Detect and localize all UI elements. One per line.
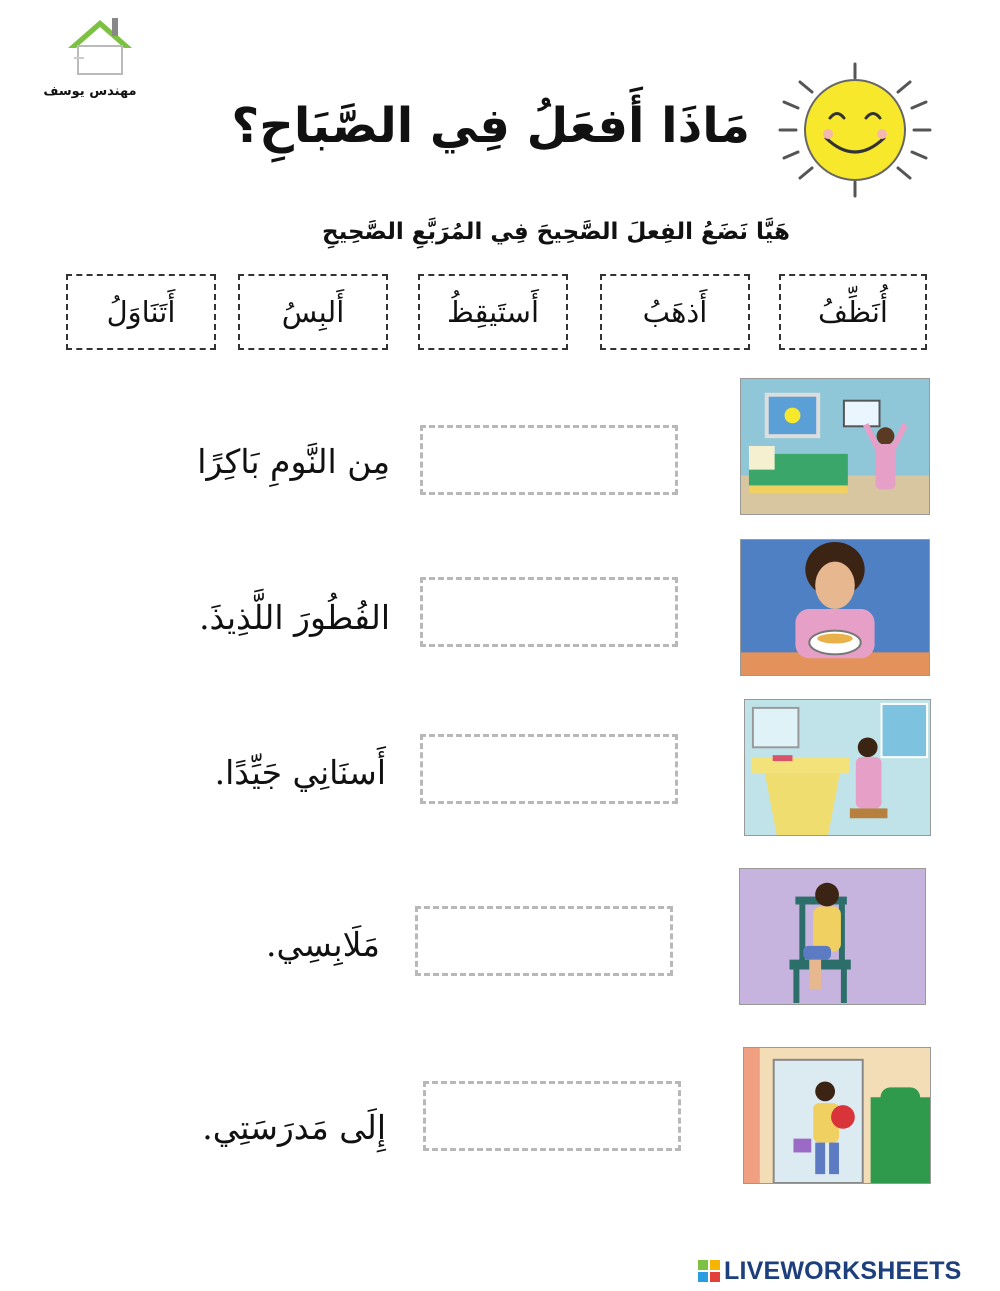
- sentence-text: مِن النَّومِ بَاكِرًا: [197, 442, 390, 481]
- page-title: مَاذَا أَفعَلُ فِي الصَّبَاحِ؟: [231, 98, 750, 154]
- sentence-text: أَسنَانِي جَيِّدًا.: [214, 753, 386, 792]
- sentence-text: إِلَى مَدرَسَتِي.: [202, 1108, 386, 1147]
- instruction-text: هَيَّا نَضَعُ الفِعلَ الصَّحِيحَ فِي المُرَبَّعِ الصَّحِيحِ: [322, 219, 790, 245]
- answer-drop-box[interactable]: [415, 906, 673, 976]
- word-tile[interactable]: أَذهَبُ: [600, 274, 750, 350]
- sentence-text: الفُطُورَ اللَّذِيذَ.: [199, 598, 390, 637]
- liveworksheets-logo: [694, 1256, 994, 1288]
- answer-drop-box[interactable]: [423, 1081, 681, 1151]
- word-tile[interactable]: أَلبِسُ: [238, 274, 388, 350]
- brand-name: LIVEWORKSHEETS: [724, 1257, 962, 1285]
- sentence-text: مَلَابِسِي.: [266, 925, 380, 964]
- word-tile[interactable]: أَستَيقِظُ: [418, 274, 568, 350]
- word-tile[interactable]: أَتَنَاوَلُ: [66, 274, 216, 350]
- picture-getting-dressed: [739, 868, 926, 1005]
- answer-drop-box[interactable]: [420, 577, 678, 647]
- answer-drop-box[interactable]: [420, 734, 678, 804]
- picture-eating-breakfast: [740, 539, 930, 676]
- house-logo-icon: [62, 14, 138, 78]
- author-caption: مهندس يوسف: [43, 84, 137, 99]
- answer-drop-box[interactable]: [420, 425, 678, 495]
- picture-going-to-school: [743, 1047, 931, 1184]
- picture-brushing-teeth: [744, 699, 931, 836]
- word-tile[interactable]: أُنَظِّفُ: [779, 274, 927, 350]
- picture-waking-up: [740, 378, 930, 515]
- smiling-sun-icon: [770, 60, 940, 200]
- liveworksheets-mark-icon: [698, 1260, 720, 1282]
